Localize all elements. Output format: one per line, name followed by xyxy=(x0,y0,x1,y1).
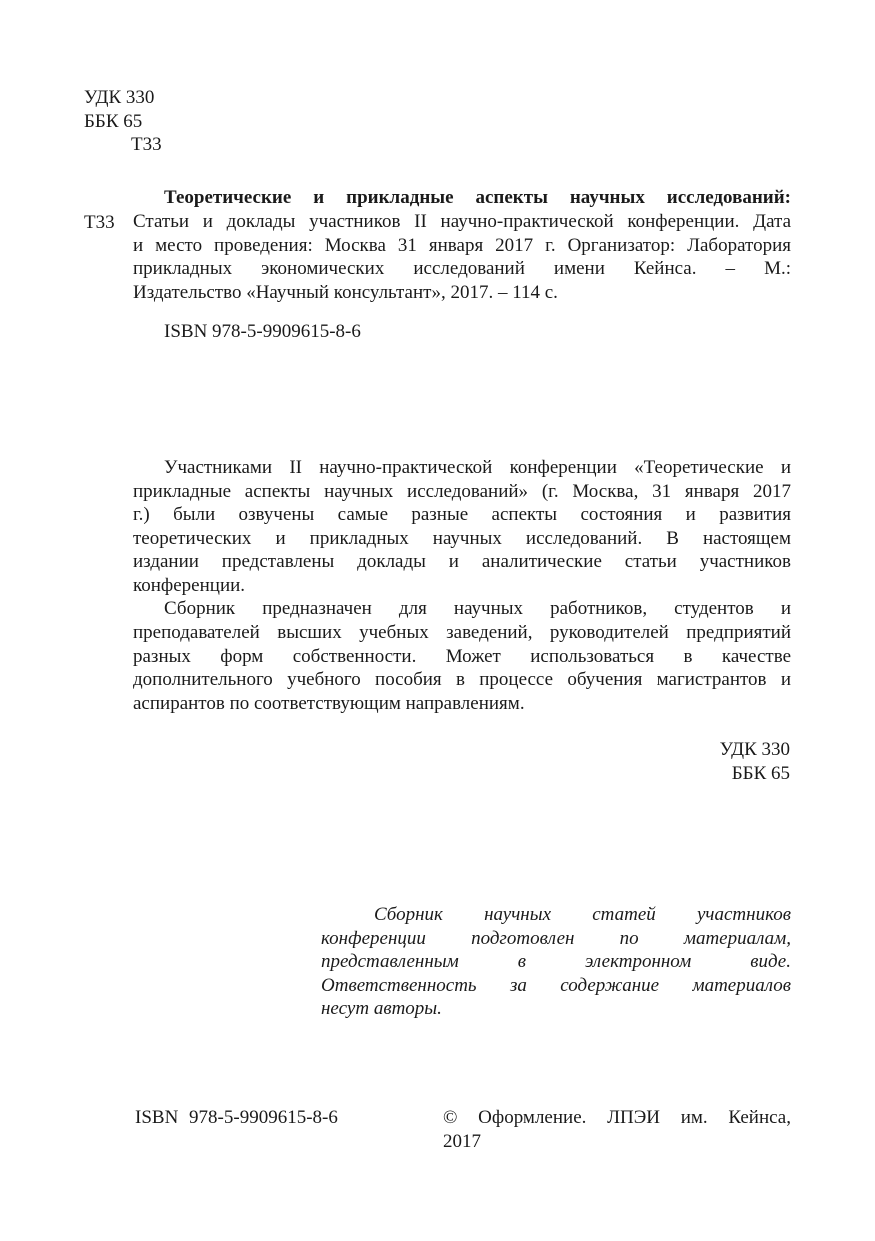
abstract-line: Участниками II научно-практической конференции «Теоретические и xyxy=(164,457,791,478)
abstract-line: аспирантов по соответствующим направлениям. xyxy=(133,693,525,714)
bbk-code-right: ББК 65 xyxy=(731,763,790,784)
abstract-line: разных форм собственности. Может использоваться в качестве xyxy=(133,646,791,667)
note-line: конференции подготовлен по материалам, xyxy=(321,928,791,949)
isbn: ISBN 978-5-9909615-8-6 xyxy=(164,321,361,342)
abstract-line: прикладные аспекты научных исследований» (г. Москва, 31 января 2017 xyxy=(133,481,791,502)
abstract-line: преподавателей высших учебных заведений, руководителей предприятий xyxy=(133,622,791,643)
bibliography-line: и место проведения: Москва 31 января 2017 г. Организатор: Лаборатория xyxy=(133,235,791,256)
udk-code: УДК 330 xyxy=(84,87,155,108)
copyright-line: © Оформление. ЛПЭИ им. Кейнса, xyxy=(443,1107,791,1128)
abstract-line: издании представлены доклады и аналитические статьи участников xyxy=(133,551,791,572)
note-line: несут авторы. xyxy=(321,998,442,1019)
abstract-line: конференции. xyxy=(133,575,246,596)
bbk-code: ББК 65 xyxy=(84,111,143,132)
abstract-line: теоретических и прикладных научных исследований. В настоящем xyxy=(133,528,791,549)
abstract-line: г.) были озвучены самые разные аспекты состояния и развития xyxy=(133,504,791,525)
bibliography-line: прикладных экономических исследований имени Кейнса. – М.: xyxy=(133,258,791,279)
udk-code-right: УДК 330 xyxy=(719,739,790,760)
note-line: представленным в электронном виде. xyxy=(321,951,791,972)
abstract-line: Сборник предназначен для научных работников, студентов и xyxy=(164,598,791,619)
author-sign: Т33 xyxy=(131,134,162,155)
bibliography-line: Статьи и доклады участников II научно-практической конференции. Дата xyxy=(133,211,791,232)
bibliography-title: Теоретические и прикладные аспекты научных исследований: xyxy=(164,187,791,208)
abstract-line: дополнительного учебного пособия в процессе обучения магистрантов и xyxy=(133,669,791,690)
bibliography-author-sign: Т33 xyxy=(84,212,115,233)
note-line: Ответственность за содержание материалов xyxy=(321,975,791,996)
bibliography-line: Издательство «Научный консультант», 2017. – 114 с. xyxy=(133,282,558,303)
copyright-year: 2017 xyxy=(443,1131,481,1152)
note-line: Сборник научных статей участников xyxy=(374,904,791,925)
footer-isbn: ISBN 978-5-9909615-8-6 xyxy=(135,1107,338,1128)
